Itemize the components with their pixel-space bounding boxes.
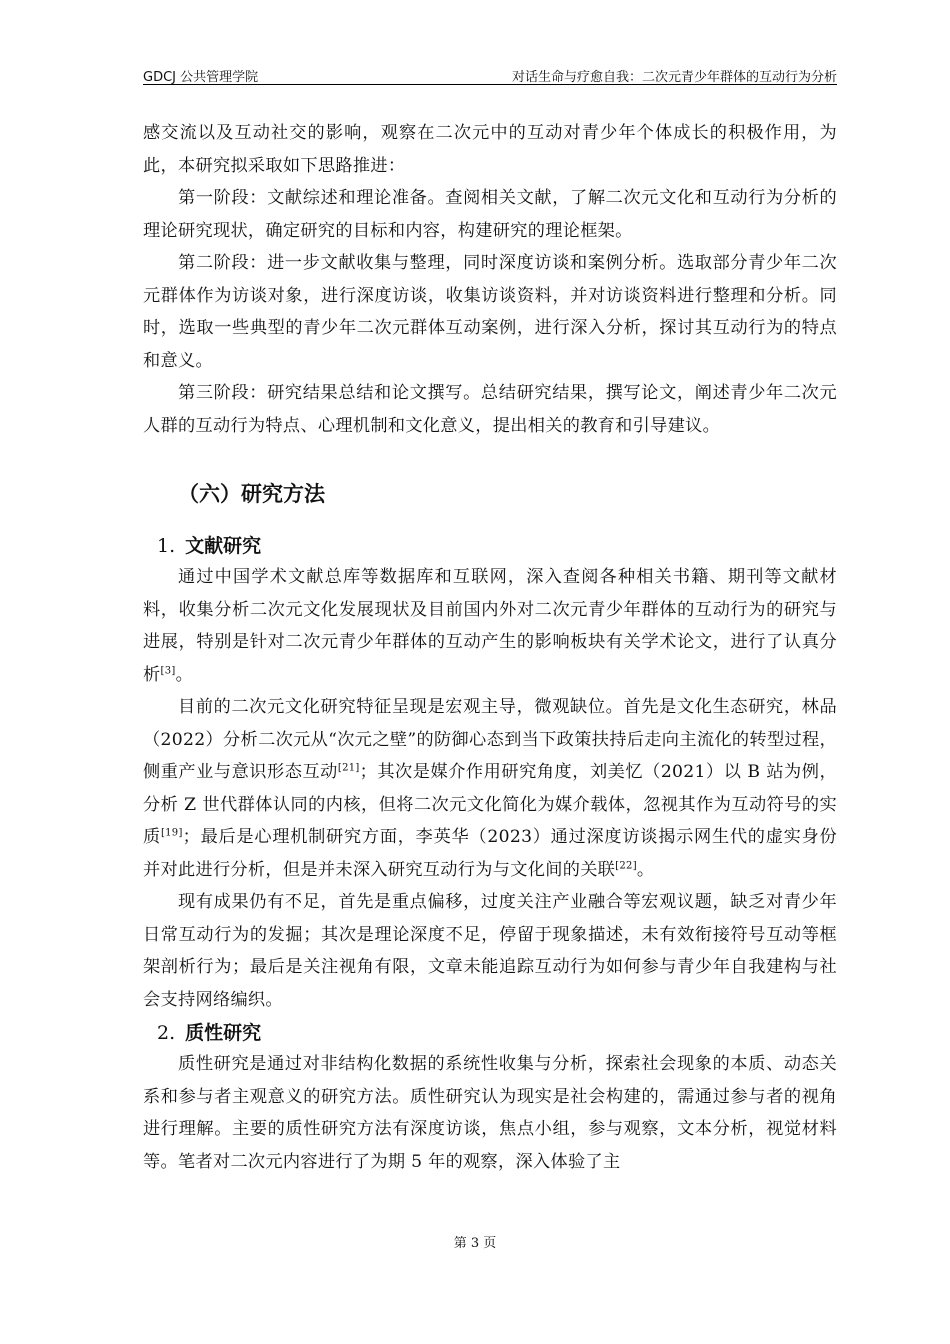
paragraph-text: ；其次是媒介作用研究角度，刘美忆（2021）以 B 站为例，分析 Z 世代群体认同的内核，但将二次元文化简化为媒介载体，忽视其作为互动符号的实质 [143, 762, 837, 847]
paragraph-stage-1: 第一阶段：文献综述和理论准备。查阅相关文献，了解二次元文化和互动行为分析的理论研究现状，确定研究的目标和内容，构建研究的理论框架。 [143, 188, 837, 241]
citation-ref: [19] [160, 827, 183, 839]
paragraph-stage-3: 第三阶段：研究结果总结和论文撰写。总结研究结果，撰写论文，阐述青少年二次元人群的互动行为特点、心理机制和文化意义，提出相关的教育和引导建议。 [143, 383, 837, 436]
subsection-heading-literature [143, 531, 837, 561]
paragraph-text: 通过中国学术文献总库等数据库和互联网，深入查阅各种相关书籍、期刊等文献材料，收集分析二次元文化发展现状及目前国内外对二次元青少年群体的互动行为的研究与进展，特别是针对二次元青少年群体的互动产生的影响板块有关学术论文，进行了认真分析 [143, 567, 837, 685]
paragraph-text: 。 [175, 664, 194, 685]
paragraph-text: ；最后是心理机制研究方面，李英华（2023）通过深度访谈揭示网生代的虚实身份并对此进行分析，但是并未深入研究互动行为与文化间的关联 [143, 827, 837, 880]
paragraph-text: 目前的二次元文化研究特征呈现是宏观主导，微观缺位。首先是文化生态研究，林品（2022）分析二次元从“次元之壁”的防御心态到当下政策扶持后走向主流化的转型过程，侧重产业与意识形态互动 [143, 697, 837, 782]
page-body [143, 117, 837, 1178]
subsection-heading-qualitative [143, 1018, 837, 1048]
paragraph-literature-1 [143, 561, 837, 691]
paragraph-text: 。 [636, 859, 655, 880]
paragraph-literature-3: 现有成果仍有不足，首先是重点偏移，过度关注产业融合等宏观议题，缺乏对青少年日常互动行为的发掘；其次是理论深度不足，停留于现象描述，未有效衔接符号互动等框架剖析行为；最后是关注视角有限，文章未能追踪互动行为如何参与青少年自我建构与社会支持网络编织。 [143, 892, 837, 1010]
citation-ref: [21] [337, 762, 360, 774]
subsection-title: 质性研究 [185, 1022, 262, 1044]
subsection-number: 1. [157, 535, 176, 557]
paragraph-continuation: 感交流以及互动社交的影响，观察在二次元中的互动对青少年个体成长的积极作用，为此，本研究拟采取如下思路推进： [143, 123, 837, 176]
paragraph-qualitative-1: 质性研究是通过对非结构化数据的系统性收集与分析，探索社会现象的本质、动态关系和参与者主观意义的研究方法。质性研究认为现实是社会构建的，需通过参与者的视角进行理解。主要的质性研究方法有深度访谈，焦点小组，参与观察，文本分析，视觉材料等。笔者对二次元内容进行了为期 5 年的观察，深入体验了主 [143, 1054, 837, 1172]
citation-ref: [22] [615, 859, 637, 871]
subsection-number: 2. [157, 1022, 176, 1044]
citation-ref: [3] [160, 664, 176, 676]
paragraph-literature-2 [143, 691, 837, 886]
header-institution: GDCJ 公共管理学院 [143, 70, 259, 85]
paragraph-stage-2: 第二阶段：进一步文献收集与整理，同时深度访谈和案例分析。选取部分青少年二次元群体作为访谈对象，进行深度访谈，收集访谈资料，并对访谈资料进行整理和分析。同时，选取一些典型的青少年二次元群体互动案例，进行深入分析，探讨其互动行为的特点和意义。 [143, 253, 837, 371]
page-number: 第 3 页 [453, 1236, 497, 1251]
header-paper-title: 对话生命与疗愈自我：二次元青少年群体的互动行为分析 [511, 70, 837, 85]
subsection-title: 文献研究 [185, 535, 262, 557]
page-header [143, 62, 837, 85]
section-heading-research-methods: （六）研究方法 [178, 482, 325, 506]
